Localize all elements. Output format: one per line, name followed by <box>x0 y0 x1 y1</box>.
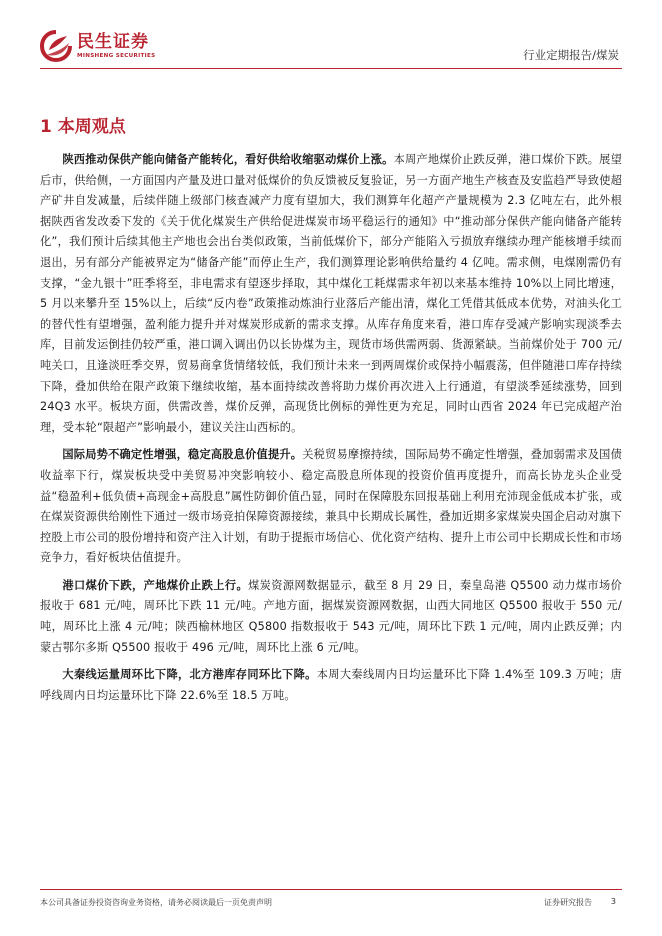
paragraph <box>40 445 622 569</box>
minsheng-logo-icon <box>40 30 72 62</box>
paragraph-text: 煤炭资源网数据显示，截至 8 月 29 日，秦皇岛港 Q5500 动力煤市场价报收于 681 元/吨，周环比下跌 11 元/吨。产地方面，据煤炭资源网数据，山西大同地区 Q5500 报收于 550 元/吨，周环比上涨 4 元/吨；陕西榆林地区 Q5800 指数报收于 543 元/吨，周环比下跌 1 元/吨，周内止跌反弹；内蒙古鄂尔多斯 Q5500 报收于 496 元/吨，周环比上涨 6 元/吨。 <box>40 578 623 654</box>
paragraph <box>40 665 622 706</box>
footer-report-label: 证券研究报告 <box>544 898 592 907</box>
logo-chinese-name: 民生证券 <box>77 32 149 52</box>
footer-disclaimer: 本公司具备证券投资咨询业务资格，请务必阅读最后一页免责声明 <box>40 898 272 907</box>
body-content <box>40 150 622 713</box>
paragraph-lead: 陕西推动保供产能向储备产能转化，看好供给收缩驱动煤价上涨。 <box>62 153 394 166</box>
footer-divider <box>40 889 622 890</box>
paragraph-lead: 港口煤价下跌，产地煤价止跌上行。 <box>62 578 249 592</box>
page-header <box>0 0 662 75</box>
logo-english-name: MINSHENG SECURITIES <box>77 53 156 59</box>
paragraph-lead: 国际局势不确定性增强，稳定高股息价值提升。 <box>62 448 303 462</box>
paragraph-text: 本周大秦线周内日均运量环比下降 1.4%至 109.3 万吨；唐呼线周内日均运量环比下降 22.6%至 18.5 万吨。 <box>40 668 622 702</box>
paragraph-lead: 大秦线运量周环比下降，北方港库存同环比下降。 <box>62 668 317 682</box>
paragraph <box>40 150 622 438</box>
paragraph-text: 本周产地煤价止跌反弹，港口煤价下跌。展望后市，供给侧，一方面国内产量及进口量对低煤价的负反馈被反复验证，另一方面产地生产核查及安监趋严导致使超产矿井自发减量，后续伴随上级部门核查减产力度有望加大，我们测算年化超产产量规模为 2.3 亿吨左右，此外根据陕西省发改委下发的《关于优化煤炭生产供给促进煤炭市场平稳运行的通知》中“推动部分保供产能向储备产能转化”，我们预计后续其他主产地也会出台类似政策，当前低煤价下，部分产能陷入亏损放弃继续办理产能核增手续而退出，另有部分产能被界定为“储备产能”而停止生产，我们测算理论影响供给量约 4 亿吨。需求侧，电煤刚需仍有支撑，“金九银十”旺季将至，非电需求有望逐步择取，其中煤化工耗煤需求年初以来基本维持 10%以上同比增速，5 月以来攀升至 15%以上，后续“反内卷”政策推动炼油行业落后产能出清，煤化工凭借其低成本优势，对油头化工的替代性有望增强，盈利能力提升并对煤炭形成新的需求支撑。从库存角度来看，港口库存受减产影响实现淡季去库，目前发运倒挂仍较严重，港口调入调出仍以长协煤为主，现货市场供需两弱、货源紧缺。当前煤价处于 700 元/吨关口，且逢淡旺季交界，贸易商拿货情绪较低，我们预计未来一到两周煤价或保持小幅震荡，但伴随港口库存持续下降，叠加供给在限产政策下继续收缩，基本面持续改善将助力煤价再次进入上行通道，有望淡季延续涨势，回到 24Q3 水平。板块方面，供需改善，煤价反弹，高现货比例标的弹性更为充足，同时山西省 2024 年已完成超产治理，受本轮“限超产”影响最小，建议关注山西标的。 <box>40 153 622 434</box>
paragraph <box>40 576 622 658</box>
section-heading: 1 本周观点 <box>40 117 126 137</box>
page-number: 3 <box>610 897 616 906</box>
company-logo <box>40 30 155 62</box>
report-category: 行业定期报告/煤炭 <box>523 48 619 62</box>
header-divider <box>40 68 622 69</box>
paragraph-text: 关税贸易摩擦持续，国际局势不确定性增强，叠加弱需求及国债收益率下行，煤炭板块受中美贸易冲突影响较小、稳定高股息所体现的投资价值再度提升，而高长协龙头企业受益“稳盈利+低负债+高现金+高股息”属性防御价值凸显，同时在保障股东回报基础上利用充沛现金低成本扩张，或在煤炭资源供给刚性下通过一级市场竞拍保障资源接续，兼具中长期成长属性，叠加近期多家煤炭央国企启动对旗下控股上市公司的股份增持和资产注入计划，有助于提振市场信心、优化资产结构、提升上市公司中长期成长性和市场竞争力，看好板块估值提升。 <box>40 448 622 565</box>
